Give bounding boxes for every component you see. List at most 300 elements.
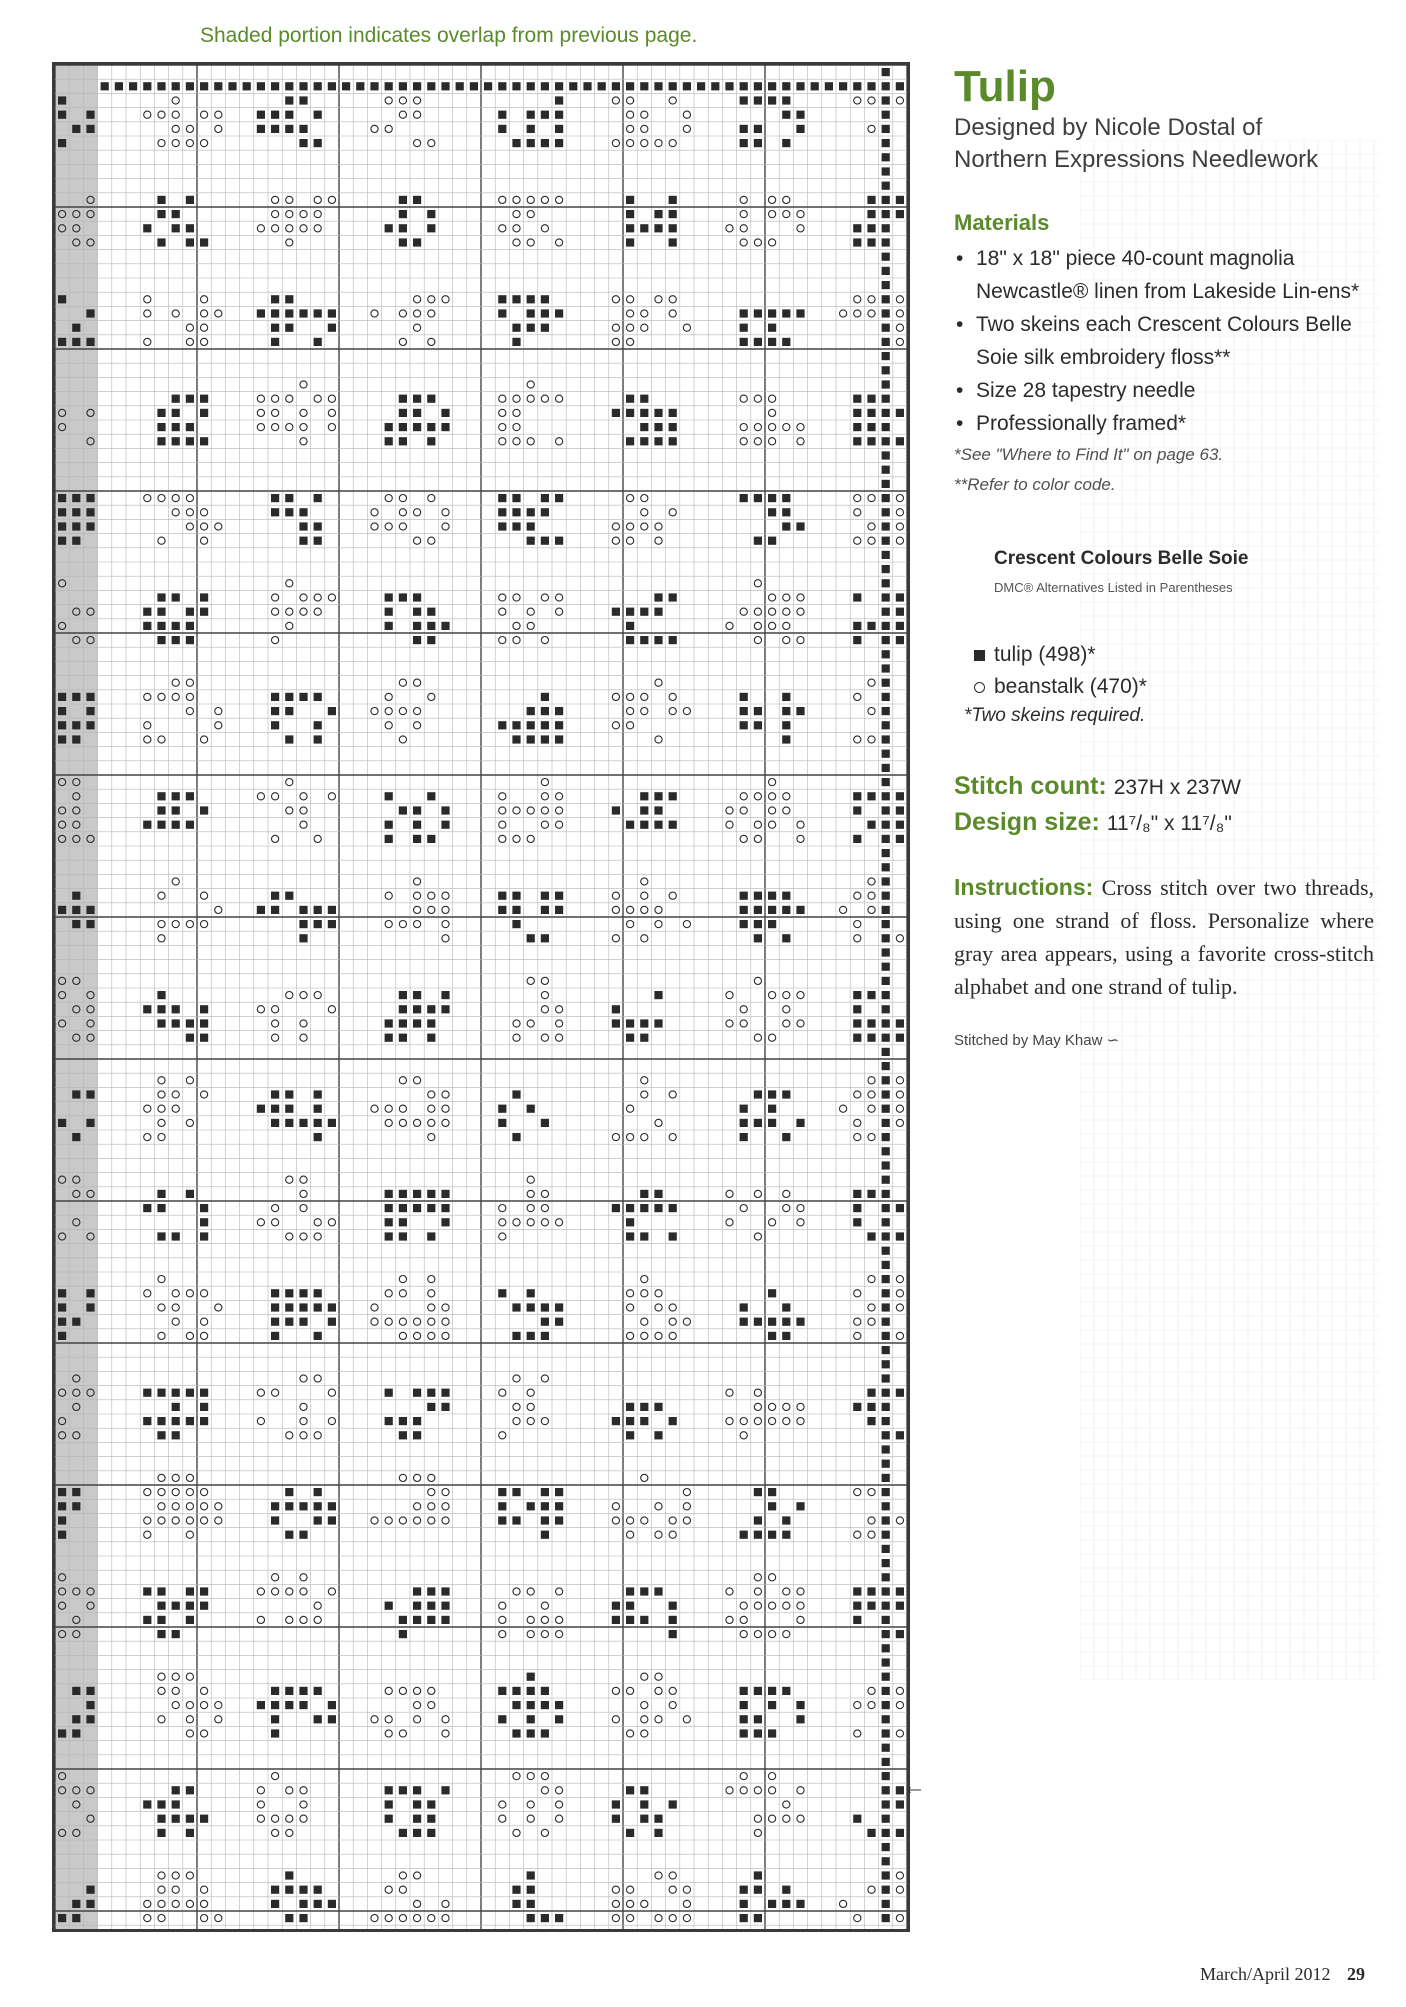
stitch-beanstalk: [272, 835, 279, 842]
stitch-tulip: [200, 238, 208, 246]
stitch-tulip: [86, 1090, 94, 1098]
stitch-beanstalk: [783, 1418, 790, 1425]
stitch-beanstalk: [272, 196, 279, 203]
stitch-beanstalk: [499, 594, 506, 601]
stitch-tulip: [498, 1715, 506, 1723]
stitch-beanstalk: [797, 1602, 804, 1609]
stitch-tulip: [314, 309, 322, 317]
stitch-beanstalk: [172, 1886, 179, 1893]
stitch-beanstalk: [726, 1219, 733, 1226]
stitch-beanstalk: [172, 1489, 179, 1496]
stitch-tulip: [612, 1204, 620, 1212]
stitch-beanstalk: [683, 1318, 690, 1325]
stitch-beanstalk: [257, 1006, 264, 1013]
stitch-tulip: [299, 522, 307, 530]
stitch-beanstalk: [896, 97, 903, 104]
stitch-beanstalk: [669, 1915, 676, 1922]
stitch-beanstalk: [428, 1105, 435, 1112]
stitch-beanstalk: [854, 1290, 861, 1297]
stitch-beanstalk: [896, 1517, 903, 1524]
stitch-tulip: [385, 1602, 393, 1610]
stitch-beanstalk: [854, 921, 861, 928]
stitch-tulip: [612, 1005, 620, 1013]
stitch-beanstalk: [371, 310, 378, 317]
stitch-tulip: [498, 82, 506, 90]
stitch-beanstalk: [612, 523, 619, 530]
stitch-tulip: [626, 1417, 634, 1425]
stitch-tulip: [143, 1389, 151, 1397]
stitch-beanstalk: [527, 1389, 534, 1396]
stitch-tulip: [867, 1034, 875, 1042]
stitch-beanstalk: [399, 495, 406, 502]
stitch-beanstalk: [854, 892, 861, 899]
stitch-beanstalk: [158, 1134, 165, 1141]
stitch-tulip: [867, 792, 875, 800]
stitch-tulip: [626, 395, 634, 403]
stitch-tulip: [867, 821, 875, 829]
stitch-tulip: [555, 707, 563, 715]
stitch-tulip: [612, 1417, 620, 1425]
stitch-tulip: [867, 1019, 875, 1027]
stitch-tulip: [882, 1190, 890, 1198]
stitch-tulip: [172, 1232, 180, 1240]
stitch-tulip: [839, 82, 847, 90]
stitch-tulip: [72, 1715, 80, 1723]
stitch-tulip: [768, 309, 776, 317]
stitch-tulip: [853, 1815, 861, 1823]
stitch-tulip: [399, 806, 407, 814]
stitch-beanstalk: [144, 1900, 151, 1907]
stitch-tulip: [754, 1516, 762, 1524]
stitch-tulip: [456, 82, 464, 90]
stitch-beanstalk: [655, 906, 662, 913]
stitch-tulip: [512, 892, 520, 900]
stitch-tulip: [527, 508, 535, 516]
stitch-beanstalk: [158, 1489, 165, 1496]
stitch-beanstalk: [257, 395, 264, 402]
stitch-beanstalk: [442, 1517, 449, 1524]
stitch-beanstalk: [300, 1034, 307, 1041]
stitch-beanstalk: [541, 1219, 548, 1226]
stitch-tulip: [498, 1516, 506, 1524]
stitch-tulip: [896, 82, 904, 90]
stitch-beanstalk: [513, 1020, 520, 1027]
stitch-tulip: [413, 1786, 421, 1794]
stitch-tulip: [782, 1516, 790, 1524]
stitch-tulip: [385, 593, 393, 601]
stitch-tulip: [86, 522, 94, 530]
stitch-tulip: [527, 82, 535, 90]
stitch-tulip: [640, 1232, 648, 1240]
stitch-tulip: [740, 1729, 748, 1737]
stitch-tulip: [896, 1389, 904, 1397]
stitch-beanstalk: [201, 296, 208, 303]
stitch-tulip: [143, 1204, 151, 1212]
stitch-tulip: [285, 1871, 293, 1879]
stitch-beanstalk: [527, 1205, 534, 1212]
stitch-beanstalk: [286, 1588, 293, 1595]
stitch-tulip: [72, 522, 80, 530]
stitch-tulip: [413, 196, 421, 204]
stitch-beanstalk: [683, 1915, 690, 1922]
stitch-tulip: [796, 1900, 804, 1908]
stitch-beanstalk: [527, 1616, 534, 1623]
stitch-beanstalk: [556, 1616, 563, 1623]
stitch-tulip: [669, 224, 677, 232]
stitch-beanstalk: [428, 140, 435, 147]
stitch-tulip: [754, 1871, 762, 1879]
stitch-beanstalk: [428, 1702, 435, 1709]
stitch-beanstalk: [754, 622, 761, 629]
stitch-tulip: [640, 1417, 648, 1425]
stitch-beanstalk: [669, 296, 676, 303]
stitch-tulip: [882, 1488, 890, 1496]
stitch-tulip: [640, 806, 648, 814]
stitch-tulip: [882, 721, 890, 729]
stitch-tulip: [58, 295, 66, 303]
stitch-tulip: [385, 1204, 393, 1212]
stitch-beanstalk: [541, 1418, 548, 1425]
stitch-tulip: [427, 1034, 435, 1042]
stitch-tulip: [186, 1019, 194, 1027]
stitch-tulip: [882, 1786, 890, 1794]
stitch-beanstalk: [627, 140, 634, 147]
stitch-tulip: [882, 579, 890, 587]
stitch-tulip: [186, 423, 194, 431]
stitch-beanstalk: [499, 395, 506, 402]
stitch-beanstalk: [754, 793, 761, 800]
stitch-tulip: [200, 437, 208, 445]
stitch-beanstalk: [783, 1588, 790, 1595]
stitch-tulip: [882, 1886, 890, 1894]
stitch-tulip: [853, 1587, 861, 1595]
stitch-tulip: [527, 125, 535, 133]
stitch-tulip: [882, 892, 890, 900]
stitch-tulip: [882, 636, 890, 644]
stitch-tulip: [157, 622, 165, 630]
stitch-tulip: [654, 593, 662, 601]
stitch-tulip: [740, 920, 748, 928]
stitch-beanstalk: [840, 310, 847, 317]
stitch-tulip: [882, 735, 890, 743]
stitch-beanstalk: [399, 679, 406, 686]
chart-grid: [55, 65, 907, 1929]
stitch-beanstalk: [442, 523, 449, 530]
stitch-tulip: [285, 1488, 293, 1496]
stitch-tulip: [200, 1815, 208, 1823]
stitch-beanstalk: [868, 1276, 875, 1283]
stitch-tulip: [86, 508, 94, 516]
stitch-tulip: [86, 125, 94, 133]
stitch-tulip: [157, 1815, 165, 1823]
stitch-tulip: [882, 153, 890, 161]
stitch-beanstalk: [144, 1105, 151, 1112]
stitch-beanstalk: [172, 1290, 179, 1297]
stitch-tulip: [143, 1800, 151, 1808]
stitch-beanstalk: [527, 1190, 534, 1197]
stitch-tulip: [754, 721, 762, 729]
stitch-tulip: [896, 821, 904, 829]
stitch-tulip: [399, 1190, 407, 1198]
stitch-beanstalk: [854, 1702, 861, 1709]
stitch-beanstalk: [797, 1219, 804, 1226]
stitch-tulip: [413, 608, 421, 616]
stitch-tulip: [172, 1630, 180, 1638]
stitch-tulip: [86, 1886, 94, 1894]
stitch-tulip: [853, 224, 861, 232]
stitch-tulip: [640, 423, 648, 431]
stitch-tulip: [740, 309, 748, 317]
stitch-beanstalk: [513, 211, 520, 218]
stitch-beanstalk: [797, 608, 804, 615]
stitch-beanstalk: [428, 693, 435, 700]
stitch-beanstalk: [655, 736, 662, 743]
stitch-beanstalk: [414, 1332, 421, 1339]
stitch-tulip: [882, 1602, 890, 1610]
stitch-beanstalk: [868, 878, 875, 885]
stitch-tulip: [882, 1616, 890, 1624]
stitch-tulip: [143, 224, 151, 232]
stitch-tulip: [527, 537, 535, 545]
stitch-beanstalk: [414, 1474, 421, 1481]
stitch-tulip: [58, 693, 66, 701]
stitch-beanstalk: [683, 1886, 690, 1893]
stitch-beanstalk: [854, 1915, 861, 1922]
stitch-beanstalk: [896, 537, 903, 544]
stitch-beanstalk: [783, 1020, 790, 1027]
stitch-beanstalk: [371, 1915, 378, 1922]
stitch-tulip: [498, 1502, 506, 1510]
stitch-beanstalk: [442, 509, 449, 516]
stitch-tulip: [754, 494, 762, 502]
stitch-beanstalk: [499, 793, 506, 800]
stitch-tulip: [200, 1389, 208, 1397]
stitch-tulip: [285, 96, 293, 104]
stitch-tulip: [200, 409, 208, 417]
stitch-beanstalk: [896, 1872, 903, 1879]
stitch-beanstalk: [641, 1900, 648, 1907]
stitch-beanstalk: [527, 1403, 534, 1410]
stitch-tulip: [527, 324, 535, 332]
stitch-tulip: [782, 1133, 790, 1141]
stitch-tulip: [299, 934, 307, 942]
stitch-tulip: [186, 608, 194, 616]
stitch-beanstalk: [300, 1233, 307, 1240]
stitch-tulip: [853, 409, 861, 417]
stitch-tulip: [882, 650, 890, 658]
stitch-beanstalk: [499, 1616, 506, 1623]
stitch-tulip: [640, 1587, 648, 1595]
stitch-beanstalk: [527, 239, 534, 246]
stitch-tulip: [314, 1090, 322, 1098]
stitch-beanstalk: [300, 211, 307, 218]
stitch-beanstalk: [641, 935, 648, 942]
stitch-tulip: [669, 1630, 677, 1638]
stitch-beanstalk: [414, 537, 421, 544]
stitch-beanstalk: [740, 438, 747, 445]
stitch-beanstalk: [556, 1034, 563, 1041]
stitch-beanstalk: [769, 622, 776, 629]
stitch-beanstalk: [896, 1915, 903, 1922]
stitch-tulip: [882, 707, 890, 715]
stitch-beanstalk: [201, 523, 208, 530]
stitch-beanstalk: [385, 1687, 392, 1694]
stitch-beanstalk: [399, 921, 406, 928]
stitch-tulip: [853, 395, 861, 403]
stitch-tulip: [498, 1289, 506, 1297]
stitch-tulip: [768, 920, 776, 928]
stitch-beanstalk: [655, 523, 662, 530]
stitch-beanstalk: [300, 1190, 307, 1197]
stitch-beanstalk: [783, 424, 790, 431]
stitch-tulip: [157, 608, 165, 616]
stitch-tulip: [385, 224, 393, 232]
stitch-tulip: [853, 1190, 861, 1198]
stitch-beanstalk: [144, 495, 151, 502]
stitch-tulip: [896, 1630, 904, 1638]
stitch-tulip: [882, 1076, 890, 1084]
stitch-beanstalk: [896, 1730, 903, 1737]
stitch-tulip: [740, 1900, 748, 1908]
stitch-beanstalk: [300, 1176, 307, 1183]
stitch-beanstalk: [769, 779, 776, 786]
stitch-tulip: [143, 622, 151, 630]
stitch-beanstalk: [641, 1134, 648, 1141]
stitch-beanstalk: [414, 921, 421, 928]
stitch-tulip: [498, 1488, 506, 1496]
stitch-tulip: [328, 707, 336, 715]
stitch-beanstalk: [499, 424, 506, 431]
stitch-tulip: [626, 1218, 634, 1226]
stitch-beanstalk: [669, 1134, 676, 1141]
stitch-tulip: [328, 1900, 336, 1908]
stitch-tulip: [157, 1232, 165, 1240]
stitch-tulip: [626, 1232, 634, 1240]
stitch-tulip: [172, 792, 180, 800]
stitch-tulip: [527, 1914, 535, 1922]
stitch-tulip: [541, 295, 549, 303]
stitch-beanstalk: [158, 736, 165, 743]
stitch-tulip: [299, 1303, 307, 1311]
stitch-tulip: [413, 1019, 421, 1027]
stitch-tulip: [882, 1673, 890, 1681]
stitch-beanstalk: [257, 1588, 264, 1595]
stitch-tulip: [527, 1502, 535, 1510]
stitch-tulip: [58, 338, 66, 346]
stitch-tulip: [200, 1602, 208, 1610]
stitch-beanstalk: [272, 1815, 279, 1822]
stitch-tulip: [385, 82, 393, 90]
stitch-beanstalk: [556, 1801, 563, 1808]
stitch-beanstalk: [385, 1517, 392, 1524]
stitch-tulip: [882, 466, 890, 474]
stitch-tulip: [882, 395, 890, 403]
stitch-tulip: [58, 906, 66, 914]
stitch-tulip: [796, 1318, 804, 1326]
stitch-beanstalk: [428, 310, 435, 317]
stitch-tulip: [882, 1516, 890, 1524]
stitch-tulip: [555, 1303, 563, 1311]
stitch-tulip: [328, 1516, 336, 1524]
open-circle-icon: [974, 682, 985, 693]
stitch-beanstalk: [868, 892, 875, 899]
stitch-tulip: [882, 437, 890, 445]
stitch-tulip: [555, 82, 563, 90]
stitch-beanstalk: [783, 992, 790, 999]
stitch-beanstalk: [797, 1616, 804, 1623]
stitch-tulip: [314, 494, 322, 502]
stitch-tulip: [413, 636, 421, 644]
stitch-beanstalk: [186, 140, 193, 147]
stitch-tulip: [882, 309, 890, 317]
stitch-beanstalk: [854, 1730, 861, 1737]
stitch-tulip: [796, 1701, 804, 1709]
stitch-tulip: [512, 338, 520, 346]
stitch-tulip: [314, 1715, 322, 1723]
stitch-tulip: [811, 82, 819, 90]
stitch-beanstalk: [186, 679, 193, 686]
stitch-tulip: [498, 494, 506, 502]
stitch-beanstalk: [158, 693, 165, 700]
pattern-stats: [954, 769, 1374, 841]
stitch-tulip: [86, 693, 94, 701]
stitch-beanstalk: [314, 395, 321, 402]
stitch-beanstalk: [556, 1631, 563, 1638]
stitch-tulip: [640, 608, 648, 616]
stitch-beanstalk: [257, 1815, 264, 1822]
stitch-beanstalk: [442, 1105, 449, 1112]
stitch-beanstalk: [414, 679, 421, 686]
stitch-tulip: [271, 125, 279, 133]
stitch-beanstalk: [314, 835, 321, 842]
stitch-tulip: [271, 1090, 279, 1098]
stitch-tulip: [882, 1701, 890, 1709]
stitch-tulip: [72, 1090, 80, 1098]
stitch-tulip: [399, 238, 407, 246]
stitch-beanstalk: [172, 310, 179, 317]
stitch-beanstalk: [257, 225, 264, 232]
stitch-beanstalk: [300, 608, 307, 615]
stitch-tulip: [882, 1431, 890, 1439]
stitch-tulip: [427, 636, 435, 644]
legend-label: beanstalk (470)*: [994, 675, 1147, 698]
stitch-beanstalk: [783, 1403, 790, 1410]
stitch-tulip: [285, 1090, 293, 1098]
stitch-beanstalk: [499, 225, 506, 232]
stitch-beanstalk: [172, 679, 179, 686]
stitch-tulip: [314, 537, 322, 545]
stitch-beanstalk: [754, 395, 761, 402]
stitch-tulip: [882, 267, 890, 275]
stitch-tulip: [796, 82, 804, 90]
stitch-tulip: [867, 1389, 875, 1397]
stitch-beanstalk: [896, 495, 903, 502]
stitch-tulip: [498, 1687, 506, 1695]
stitch-tulip: [271, 1105, 279, 1113]
stitch-tulip: [740, 82, 748, 90]
stitch-tulip: [896, 1602, 904, 1610]
stitch-beanstalk: [896, 1091, 903, 1098]
stitch-tulip: [754, 892, 762, 900]
stitch-tulip: [882, 1800, 890, 1808]
stitch-beanstalk: [740, 1602, 747, 1609]
stitch-tulip: [782, 111, 790, 119]
stitch-beanstalk: [286, 424, 293, 431]
stitch-beanstalk: [740, 395, 747, 402]
stitch-tulip: [754, 934, 762, 942]
stitch-tulip: [882, 920, 890, 928]
design-size-value: 11⁷/₈" x 11⁷/₈": [1106, 812, 1232, 835]
